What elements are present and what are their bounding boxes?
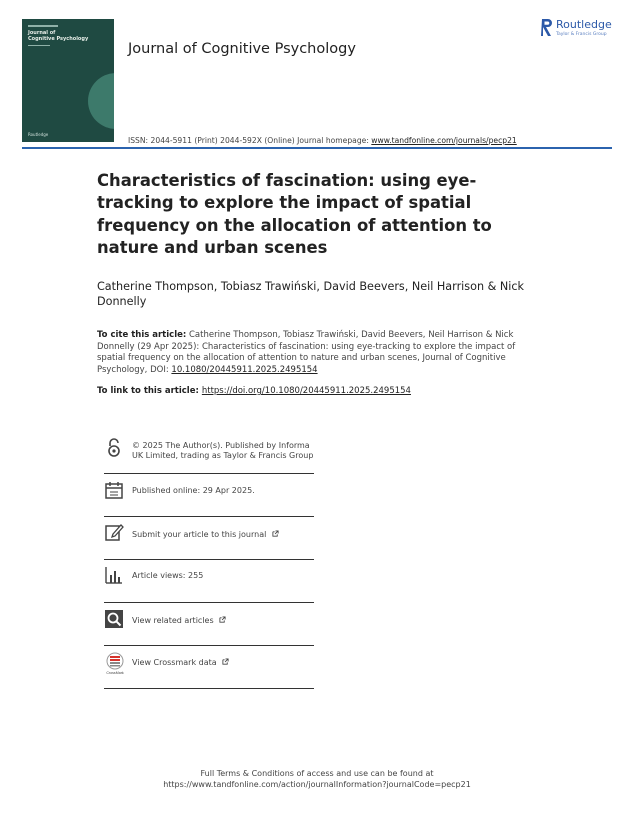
external-link-icon xyxy=(272,530,279,537)
external-link-icon xyxy=(222,658,229,665)
citation-block xyxy=(97,330,537,376)
footer-terms-text: Full Terms & Conditions of access and use can be found at xyxy=(200,769,434,778)
publisher-name: Routledge xyxy=(556,18,612,31)
external-link-icon xyxy=(219,616,226,623)
footer xyxy=(0,768,634,790)
cover-title xyxy=(28,31,88,42)
related-label: View related articles xyxy=(132,616,214,625)
views-row xyxy=(104,565,314,587)
submit-row[interactable] xyxy=(104,522,314,546)
license-text: © 2025 The Author(s). Published by Informa UK Limited, trading as Taylor & Francis Group xyxy=(132,441,314,460)
published-date: Published online: 29 Apr 2025. xyxy=(132,486,255,495)
journal-title: Journal of Cognitive Psychology xyxy=(128,41,356,57)
bar-chart-icon xyxy=(104,565,124,585)
article-title: Characteristics of fascination: using eye-tracking to explore the impact of spatial frequency on the allocation of attention to nature and urban scenes xyxy=(97,171,492,257)
article-views: Article views: 255 xyxy=(132,571,204,580)
article-link-line xyxy=(97,386,411,396)
search-icon xyxy=(104,609,124,629)
crossmark-icon xyxy=(104,651,126,675)
cover-stripe xyxy=(28,45,50,46)
open-access-icon xyxy=(104,438,124,458)
crossmark-label: View Crossmark data xyxy=(132,658,217,667)
journal-cover xyxy=(22,19,114,142)
routledge-logo-icon xyxy=(540,18,553,37)
footer-terms-url[interactable]: https://www.tandfonline.com/action/journalInformation?journalCode=pecp21 xyxy=(163,780,471,789)
cover-title-line2: Cognitive Psychology xyxy=(28,35,89,42)
divider xyxy=(104,516,314,517)
link-label: To link to this article: xyxy=(97,386,202,396)
issn-line xyxy=(128,136,517,145)
cover-title-line1: Journal of xyxy=(28,30,56,36)
doi-link[interactable]: 10.1080/20445911.2025.2495154 xyxy=(171,364,318,375)
related-articles-link[interactable] xyxy=(132,616,226,626)
calendar-icon xyxy=(104,480,124,500)
author-list: Catherine Thompson, Tobiasz Trawiński, David Beevers, Neil Harrison & Nick Donnelly xyxy=(97,280,524,308)
divider xyxy=(104,559,314,560)
cover-stripe xyxy=(28,25,58,27)
related-row[interactable] xyxy=(104,609,314,631)
publisher-tagline: Taylor & Francis Group xyxy=(556,32,607,37)
divider xyxy=(104,688,314,689)
publisher-logo[interactable] xyxy=(540,16,620,42)
header-rule xyxy=(22,147,612,149)
crossmark-icon-label: CrossMark xyxy=(106,671,124,675)
citation-label: To cite this article: xyxy=(97,330,187,340)
submit-label: Submit your article to this journal xyxy=(132,530,267,539)
journal-homepage-link[interactable]: www.tandfonline.com/journals/pecp21 xyxy=(371,136,517,145)
divider xyxy=(104,645,314,646)
divider xyxy=(104,602,314,603)
cover-publisher-logo: Routledge xyxy=(28,132,49,137)
crossmark-row[interactable] xyxy=(104,651,314,675)
issn-text: ISSN: 2044-5911 (Print) 2044-592X (Online) Journal homepage: xyxy=(128,136,372,145)
submit-link[interactable] xyxy=(132,530,279,540)
crossmark-link[interactable] xyxy=(132,658,229,668)
edit-icon xyxy=(104,522,124,542)
published-row xyxy=(104,480,314,502)
cover-circle xyxy=(88,73,114,129)
article-url-link[interactable]: https://doi.org/10.1080/20445911.2025.2495154 xyxy=(201,386,411,396)
citation-text: Catherine Thompson, Tobiasz Trawiński, David Beevers, Neil Harrison & Nick Donnelly (29 Apr 2025): Characteristics of fascination: using eye-tracking to explore the impact of spatial frequency on the allocation of attention to nature and urban scenes, Journal of Cognitive Psychology, DOI: xyxy=(97,330,516,375)
divider xyxy=(104,473,314,474)
license-row xyxy=(104,438,314,474)
